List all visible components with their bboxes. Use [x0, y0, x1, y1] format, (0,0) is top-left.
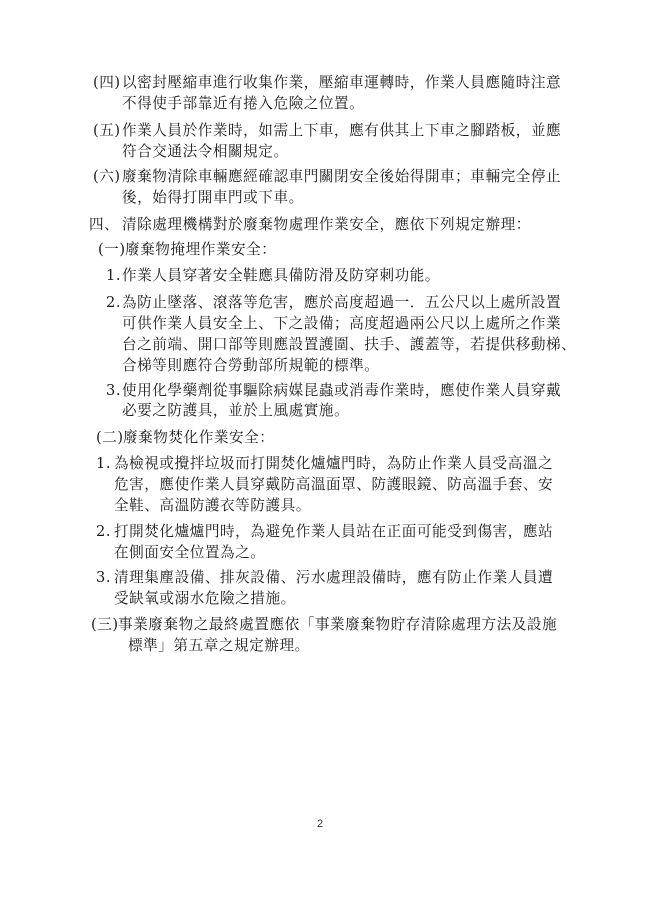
- section-marker: 四、: [89, 216, 120, 233]
- point-text-line: 危害，應使作業人員穿戴防高溫面罩、防護眼鏡、防高溫手套、安: [114, 476, 554, 493]
- point-text-line: 合梯等則應符合勞動部所規範的標準。: [122, 357, 380, 374]
- point-number: 1.: [96, 455, 112, 472]
- point-text-line: 可供作業人員安全上、下之設備；高度超過兩公尺以上處所之作業: [122, 315, 562, 332]
- subsection-marker: (一): [98, 241, 126, 258]
- item-marker: (五): [93, 122, 121, 139]
- point-text-line: 全鞋、高溫防護衣等防護具。: [114, 497, 311, 514]
- point-text-line: 受缺氧或溺水危險之措施。: [114, 590, 296, 607]
- item-text-line: 符合交通法令相關規定。: [122, 143, 289, 160]
- point-text-line: 為防止墜落、滾落等危害，應於高度超過一．五公尺以上處所設置: [122, 294, 562, 311]
- point-number: 3.: [96, 569, 112, 586]
- point-text-line: 在側面安全位置為之。: [114, 544, 266, 561]
- subsection-text-line: 事業廢棄物之最終處置應依「事業廢棄物貯存清除處理方法及設施: [118, 616, 558, 633]
- section-heading: 清除處理機構對於廢棄物處理作業安全，應依下列規定辦理：: [122, 216, 531, 233]
- point-text-line: 作業人員穿著安全鞋應具備防滑及防穿刺功能。: [122, 267, 441, 284]
- item-text-line: 以密封壓縮車進行收集作業，壓縮車運轉時，作業人員應隨時注意: [122, 74, 562, 91]
- page-number: 2: [317, 818, 324, 830]
- point-text-line: 為檢視或攪拌垃圾而打開焚化爐爐門時，為防止作業人員受高溫之: [114, 455, 554, 472]
- item-text-line: 不得使手部靠近有捲入危險之位置。: [122, 95, 365, 112]
- subsection-title: 廢棄物焚化作業安全：: [123, 429, 275, 446]
- point-number: 2.: [96, 523, 112, 540]
- point-number: 2.: [106, 294, 122, 311]
- item-text-line: 後，始得打開車門或下車。: [122, 189, 304, 206]
- point-number: 1.: [106, 267, 122, 284]
- subsection-marker: (二): [96, 429, 124, 446]
- item-marker: (六): [93, 168, 121, 185]
- point-text-line: 打開焚化爐爐門時，為避免作業人員站在正面可能受到傷害，應站: [114, 523, 554, 540]
- point-number: 3.: [106, 382, 122, 399]
- point-text-line: 使用化學藥劑從事驅除病媒昆蟲或消毒作業時，應使作業人員穿戴: [122, 382, 562, 399]
- point-text-line: 台之前端、開口部等則應設置護圍、扶手、護蓋等，若提供移動梯、: [122, 336, 577, 353]
- item-text-line: 作業人員於作業時，如需上下車，應有供其上下車之腳踏板，並應: [122, 122, 562, 139]
- item-text-line: 廢棄物清除車輛應經確認車門關閉安全後始得開車；車輛完全停止: [122, 168, 562, 185]
- point-text-line: 清理集塵設備、排灰設備、污水處理設備時，應有防止作業人員遭: [114, 569, 554, 586]
- subsection-text-line: 標準」第五章之規定辦理。: [128, 637, 310, 654]
- item-marker: (四): [93, 74, 121, 91]
- subsection-marker: (三): [91, 616, 119, 633]
- subsection-title: 廢棄物掩埋作業安全：: [125, 241, 277, 258]
- point-text-line: 必要之防護具，並於上風處實施。: [122, 402, 350, 419]
